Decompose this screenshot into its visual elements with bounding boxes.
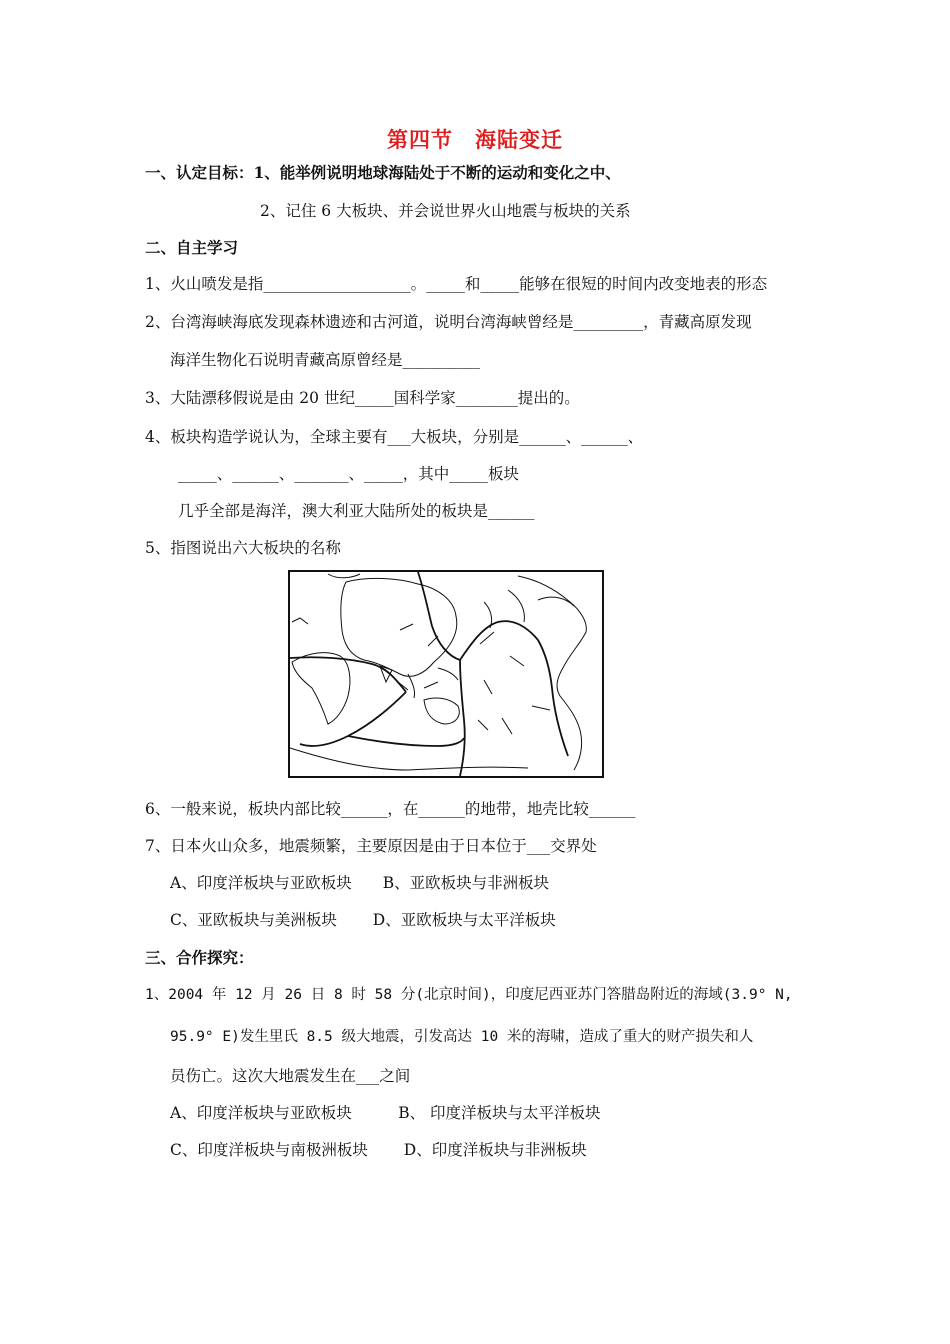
- question-7-options-ab: A、印度洋板块与亚欧板块 B、亚欧板块与非洲板块: [170, 874, 550, 892]
- exploration-q1-line-1: 1、2004 年 12 月 26 日 8 时 58 分(北京时间)，印度尼西亚苏门答腊岛附近的海域(3.9° N,: [145, 987, 793, 1003]
- question-4-line-1: 4、板块构造学说认为，全球主要有___大板块，分别是______、______、: [145, 428, 644, 446]
- question-7: 7、日本火山众多，地震频繁，主要原因是由于日本位于___交界处: [145, 837, 597, 855]
- exploration-q1-line-2: 95.9° E)发生里氏 8.5 级大地震，引发高达 10 米的海啸，造成了重大的财产损失和人: [170, 1029, 754, 1045]
- section-heading-self-study: 二、自主学习: [145, 238, 239, 257]
- question-4-line-2: _____、______、_______、_____，其中_____板块: [178, 465, 520, 483]
- question-5: 5、指图说出六大板块的名称: [145, 539, 341, 557]
- objective-line-1: 一、认定目标：1、能举例说明地球海陆处于不断的运动和变化之中、: [145, 163, 621, 182]
- exploration-q1-line-3: 员伤亡。这次大地震发生在___之间: [170, 1067, 411, 1085]
- world-plate-map: [288, 570, 604, 778]
- question-6: 6、一般来说，板块内部比较______，在______的地带，地壳比较______: [145, 800, 636, 818]
- section-heading-cooperation: 三、合作探究：: [145, 948, 254, 967]
- question-2-line-1: 2、台湾海峡海底发现森林遗迹和古河道，说明台湾海峡曾经是_________，青藏高原发现: [145, 313, 752, 331]
- question-4-line-3: 几乎全部是海洋，澳大利亚大陆所处的板块是______: [178, 502, 535, 520]
- question-7-options-cd: C、亚欧板块与美洲板块 D、亚欧板块与太平洋板块: [170, 911, 556, 929]
- question-3: 3、大陆漂移假说是由 20 世纪_____国科学家________提出的。: [145, 389, 580, 407]
- question-2-line-2: 海洋生物化石说明青藏高原曾经是__________: [170, 351, 481, 369]
- objective-line-2: 2、记住 6 大板块、并会说世界火山地震与板块的关系: [260, 202, 631, 220]
- question-1: 1、火山喷发是指___________________。_____和_____能够在很短的时间内改变地表的形态: [145, 275, 768, 293]
- exploration-q1-options-ab: A、印度洋板块与亚欧板块 B、 印度洋板块与太平洋板块: [170, 1104, 601, 1122]
- exploration-q1-options-cd: C、印度洋板块与南极洲板块 D、印度洋板块与非洲板块: [170, 1141, 587, 1159]
- page-title: 第四节 海陆变迁: [387, 127, 563, 152]
